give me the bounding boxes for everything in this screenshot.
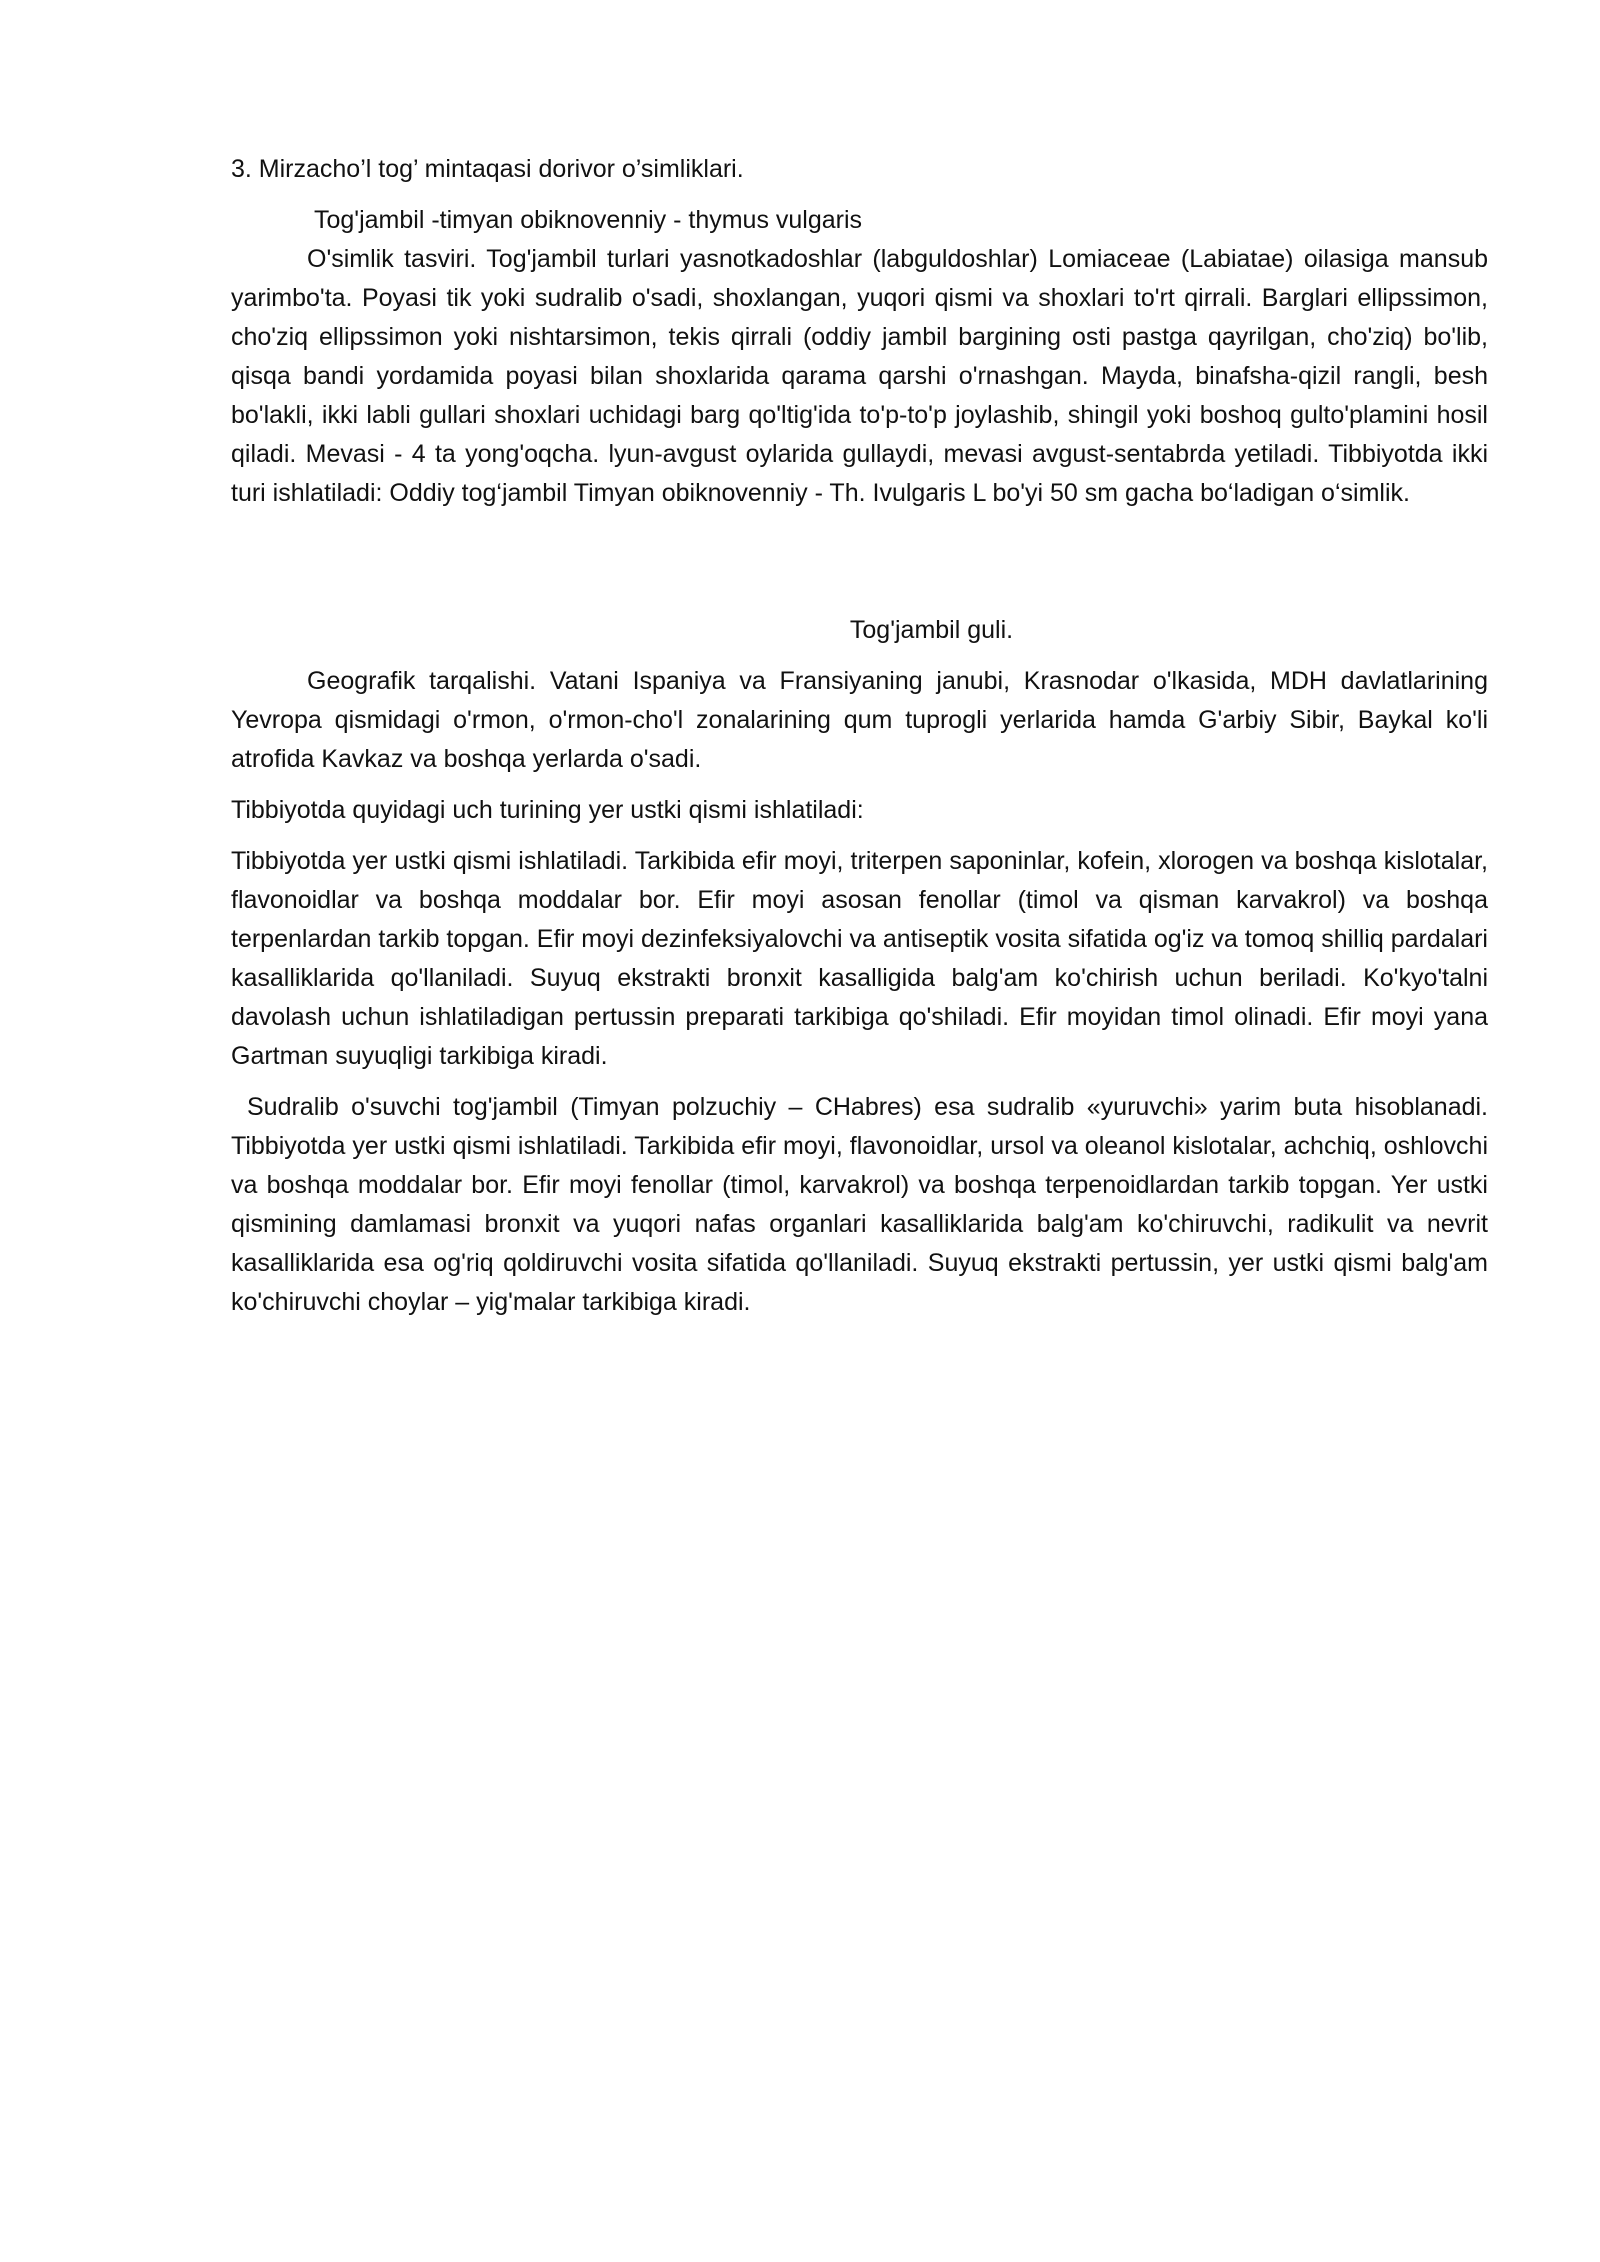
section-heading: 3. Mirzacho’l tog’ mintaqasi dorivor o’simliklari. xyxy=(231,155,744,183)
plant-title: Tog'jambil -timyan obiknovenniy - thymus vulgaris xyxy=(314,206,863,234)
figure-caption: Tog'jambil guli. xyxy=(849,616,1014,644)
document-body xyxy=(231,150,1488,1322)
plant-description-paragraph: O'simlik tasviri. Tog'jambil turlari yasnotkadoshlar (labguldoshlar) Lomiaceae (Labiatae) oilasiga mansub yarimbo'ta. Poyasi tik yoki sudralib o'sadi, shoxlangan, yuqori qismi va shoxlari to'rt qirrali. Barglari ellipssimon, cho'ziq ellipssimon yoki nishtarsimon, tekis qirrali (oddiy jambil bargining osti pastga qayrilgan, cho'ziq) bo'lib, qisqa bandi yordamida poyasi bilan shoxlarida qarama qarshi o'rnashgan. Mayda, binafsha-qizil rangli, besh bo'lakli, ikki labli gullari shoxlari uchidagi barg qo'ltig'ida to'p-to'p joylashib, shingil yoki boshoq gulto'plamini hosil qiladi. Mevasi - 4 ta yong'oqcha. lyun-avgust oylarida gullaydi, mevasi avgust-sentabrda yetiladi. Tibbiyotda ikki turi ishlatiladi: Oddiy tog‘jambil Timyan obiknovenniy - Th. Ivulgaris L bo'yi 50 sm gacha bo‘ladigan o‘simlik. xyxy=(231,245,1488,507)
common-thyme-usage-paragraph: Tibbiyotda yer ustki qismi ishlatiladi. Tarkibida efir moyi, triterpen saponinlar, kofein, xlorogen va boshqa kislotalar, flavonoidlar va boshqa moddalar bor. Efir moyi asosan fenollar (timol va qisman karvakrol) va boshqa terpenlardan tarkib topgan. Efir moyi dezinfeksiyalovchi va antiseptik vosita sifatida og'iz va tomoq shilliq pardalari kasalliklarida qo'llaniladi. Suyuq ekstrakti bronxit kasalligida balg'am ko'chirish uchun beriladi. Ko'kyo'talni davolash uchun ishlatiladigan pertussin preparati tarkibiga qo'shiladi. Efir moyidan timol olinadi. Efir moyi yana Gartman suyuqligi tarkibiga kiradi. xyxy=(231,847,1488,1070)
creeping-thyme-paragraph: Sudralib o'suvchi tog'jambil (Timyan polzuchiy – CHabres) esa sudralib «yuruvchi» yarim buta hisoblanadi. Tibbiyotda yer ustki qismi ishlatiladi. Tarkibida efir moyi, flavonoidlar, ursol va oleanol kislotalar, achchiq, oshlovchi va boshqa moddalar bor. Efir moyi fenollar (timol, karvakrol) va boshqa terpenoidlardan tarkib topgan. Yer ustki qismining damlamasi bronxit va yuqori nafas organlari kasalliklarida balg'am ko'chiruvchi, radikulit va nevrit kasalliklarida esa og'riq qoldiruvchi vosita sifatida qo'llaniladi. Suyuq ekstrakti pertussin, yer ustki qismi balg'am ko'chiruvchi choylar – yig'malar tarkibiga kiradi. xyxy=(231,1093,1488,1316)
usage-intro-paragraph: Tibbiyotda quyidagi uch turining yer ustki qismi ishlatiladi: xyxy=(231,796,864,824)
geography-paragraph: Geografik tarqalishi. Vatani Ispaniya va Fransiyaning janubi, Krasnodar o'lkasida, MDH davlatlarining Yevropa qismidagi o'rmon, o'rmon-cho'l zonalarining qum tuprogli yerlarida hamda G'arbiy Sibir, Baykal ko'li atrofida Kavkaz va boshqa yerlarda o'sadi. xyxy=(231,667,1488,773)
